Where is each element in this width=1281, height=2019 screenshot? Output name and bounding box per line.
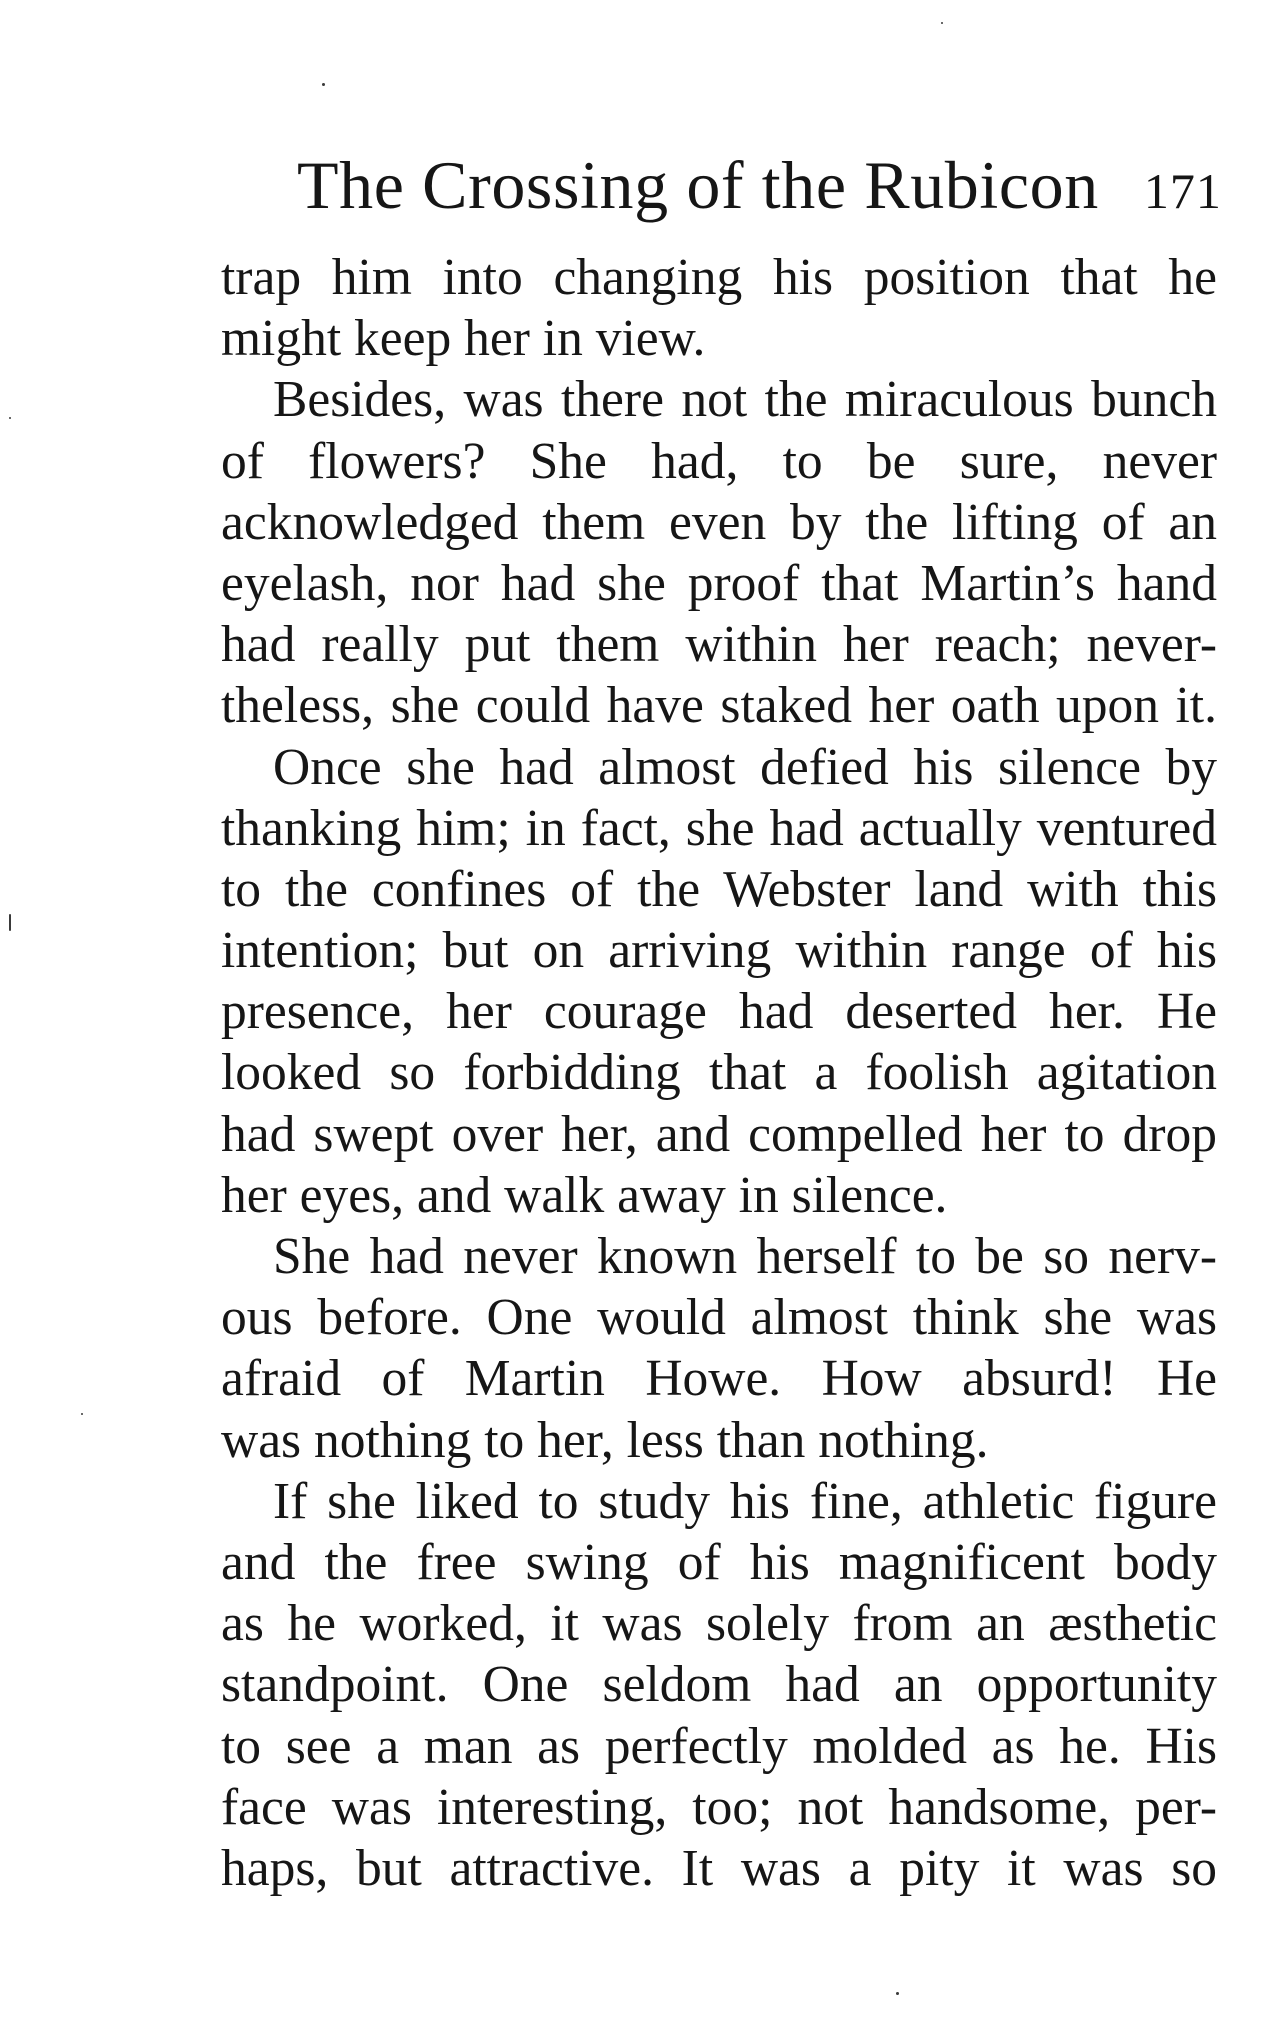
text-line: afraid of Martin Howe. How absurd! He	[221, 1350, 1217, 1408]
scan-speck	[941, 22, 943, 24]
text-line: She had never known herself to be so nerv-	[273, 1228, 1217, 1285]
text-line: trap him into changing his position that he	[221, 249, 1217, 306]
paragraph	[221, 1471, 1217, 1899]
text-line: presence, her courage had deserted her. He	[221, 983, 1217, 1041]
scan-speck	[322, 83, 325, 86]
text-line: If she liked to study his fine, athletic figure	[273, 1472, 1217, 1530]
text-line: as he worked, it was solely from an æsthetic	[221, 1595, 1217, 1653]
text-line: her eyes, and walk away in silence.	[221, 1166, 948, 1224]
paragraph	[221, 369, 1217, 736]
text-line: of flowers? She had, to be sure, never	[221, 432, 1217, 490]
text-line: thanking him; in fact, she had actually ventured	[221, 799, 1217, 857]
text-line: Once she had almost defied his silence by	[273, 738, 1217, 796]
scan-speck	[9, 417, 11, 419]
running-head-title: The Crossing of the Rubicon	[297, 147, 1099, 223]
scan-speck	[9, 914, 11, 931]
text-line: was nothing to her, less than nothing.	[221, 1411, 989, 1469]
text-line: to the confines of the Webster land with this	[221, 860, 1217, 918]
page-number: 171	[1143, 163, 1222, 219]
text-line: to see a man as perfectly molded as he. His	[221, 1717, 1217, 1775]
text-line: acknowledged them even by the lifting of an	[221, 493, 1217, 551]
scan-speck	[896, 1992, 899, 1995]
paragraph	[221, 247, 1217, 369]
text-line: haps, but attractive. It was a pity it was so	[221, 1839, 1217, 1897]
text-line: looked so forbidding that a foolish agitation	[221, 1044, 1217, 1102]
text-line: intention; but on arriving within range of his	[221, 922, 1217, 980]
scan-speck	[81, 1413, 83, 1415]
text-line: theless, she could have staked her oath upon it.	[221, 677, 1217, 735]
paragraph	[221, 1226, 1217, 1471]
text-line: ous before. One would almost think she was	[221, 1289, 1217, 1347]
body-text	[221, 247, 1217, 1899]
running-head	[297, 147, 1222, 223]
text-line: and the free swing of his magnificent body	[221, 1533, 1217, 1591]
text-line: face was interesting, too; not handsome, per-	[221, 1778, 1217, 1836]
text-line: eyelash, nor had she proof that Martin’s hand	[221, 554, 1217, 612]
paragraph	[221, 737, 1217, 1227]
text-line: standpoint. One seldom had an opportunity	[221, 1656, 1217, 1714]
text-line: Besides, was there not the miraculous bunch	[273, 371, 1217, 429]
text-line: had really put them within her reach; never-	[221, 616, 1217, 674]
text-line: had swept over her, and compelled her to drop	[221, 1105, 1217, 1163]
text-line: might keep her in view.	[221, 310, 706, 368]
